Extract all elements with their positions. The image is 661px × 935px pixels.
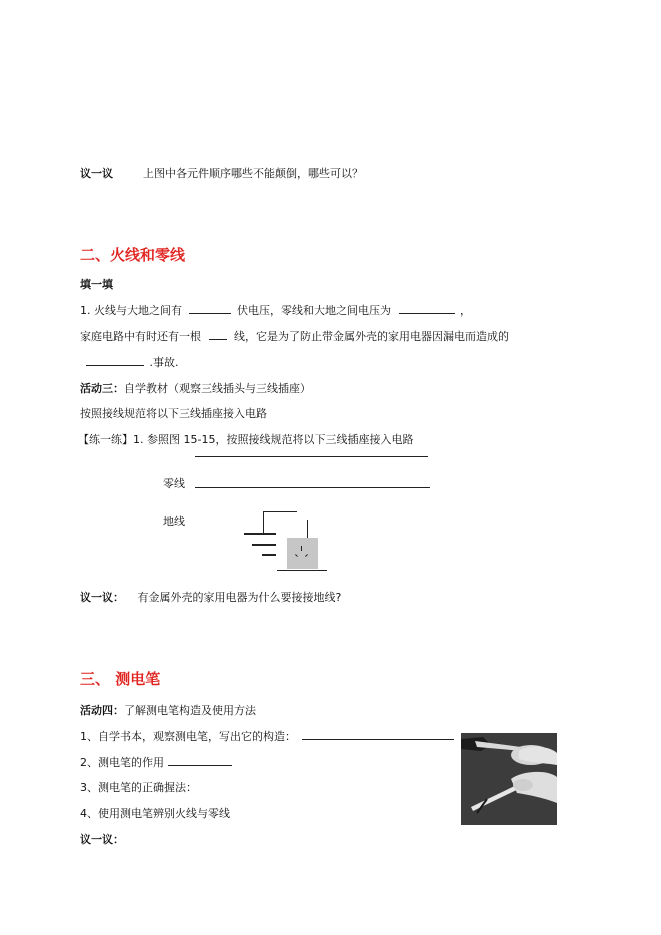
q1-part-a: 1. 火线与大地之间有 (80, 304, 182, 317)
blank-accident-type[interactable] (86, 355, 144, 366)
activity-4 (80, 702, 256, 718)
instruction: 按照接线规范将以下三线插座接入电路 (80, 407, 267, 420)
item-1-text: 1、自学书本，观察测电笔，写出它的构造： (80, 730, 296, 743)
practice-question: 【练一练】1. 参照图 15-15，按照接线规范将以下三线插座接入电路 (78, 433, 414, 446)
q2-part-a: 家庭电路中有时还有一根 (80, 330, 201, 343)
item-2-text: 2、测电笔的作用 (80, 756, 164, 769)
blank-structure[interactable] (302, 729, 454, 740)
blank-live-voltage[interactable] (189, 303, 231, 314)
item-1 (80, 728, 454, 744)
item-4: 4、使用测电笔辨别火线与零线 (80, 807, 230, 820)
discuss-label-1: 议一议 (80, 167, 113, 180)
neutral-wire-line (195, 487, 430, 488)
activity-3-text: 自学教材（观察三线插头与三线插座） (124, 382, 311, 395)
activity-3 (80, 380, 311, 396)
section-3-title: 三、 测电笔 (80, 670, 161, 688)
activity-4-label: 活动四： (80, 704, 124, 717)
question-3 (86, 354, 179, 370)
discuss-2 (80, 589, 341, 605)
activity-4-text: 了解测电笔构造及使用方法 (124, 704, 256, 717)
discuss-label-3: 议一议： (80, 833, 124, 846)
neutral-label: 零线 (163, 477, 185, 490)
question-1 (80, 302, 471, 318)
item-3: 3、测电笔的正确握法： (80, 781, 197, 794)
blank-neutral-voltage[interactable] (399, 303, 455, 314)
q2-part-b: 线，它是为了防止带金属外壳的家用电器因漏电而造成的 (234, 330, 509, 343)
item-2 (80, 754, 232, 770)
question-2 (80, 328, 509, 344)
discuss-question-1: 上图中各元件顺序哪些不能颠倒，哪些可以？ (143, 167, 363, 180)
discuss-question-2: 有金属外壳的家用电器为什么要接接地线? (137, 591, 342, 604)
q1-part-b: 伏电压，零线和大地之间电压为 (237, 304, 391, 317)
fill-title: 填一填 (80, 278, 113, 291)
activity-3-label: 活动三： (80, 382, 124, 395)
q3-part-b: .事故. (149, 356, 179, 369)
q1-part-c: ， (460, 304, 471, 317)
discuss-label-2: 议一议： (80, 591, 124, 604)
ground-label: 地线 (163, 515, 185, 528)
test-pen-photo (461, 733, 557, 825)
section-2-title: 二、火线和零线 (80, 246, 186, 264)
blank-function[interactable] (168, 755, 232, 766)
blank-wire-type[interactable] (209, 329, 227, 340)
test-pen-illustration (461, 733, 557, 825)
live-wire-line (195, 456, 428, 457)
